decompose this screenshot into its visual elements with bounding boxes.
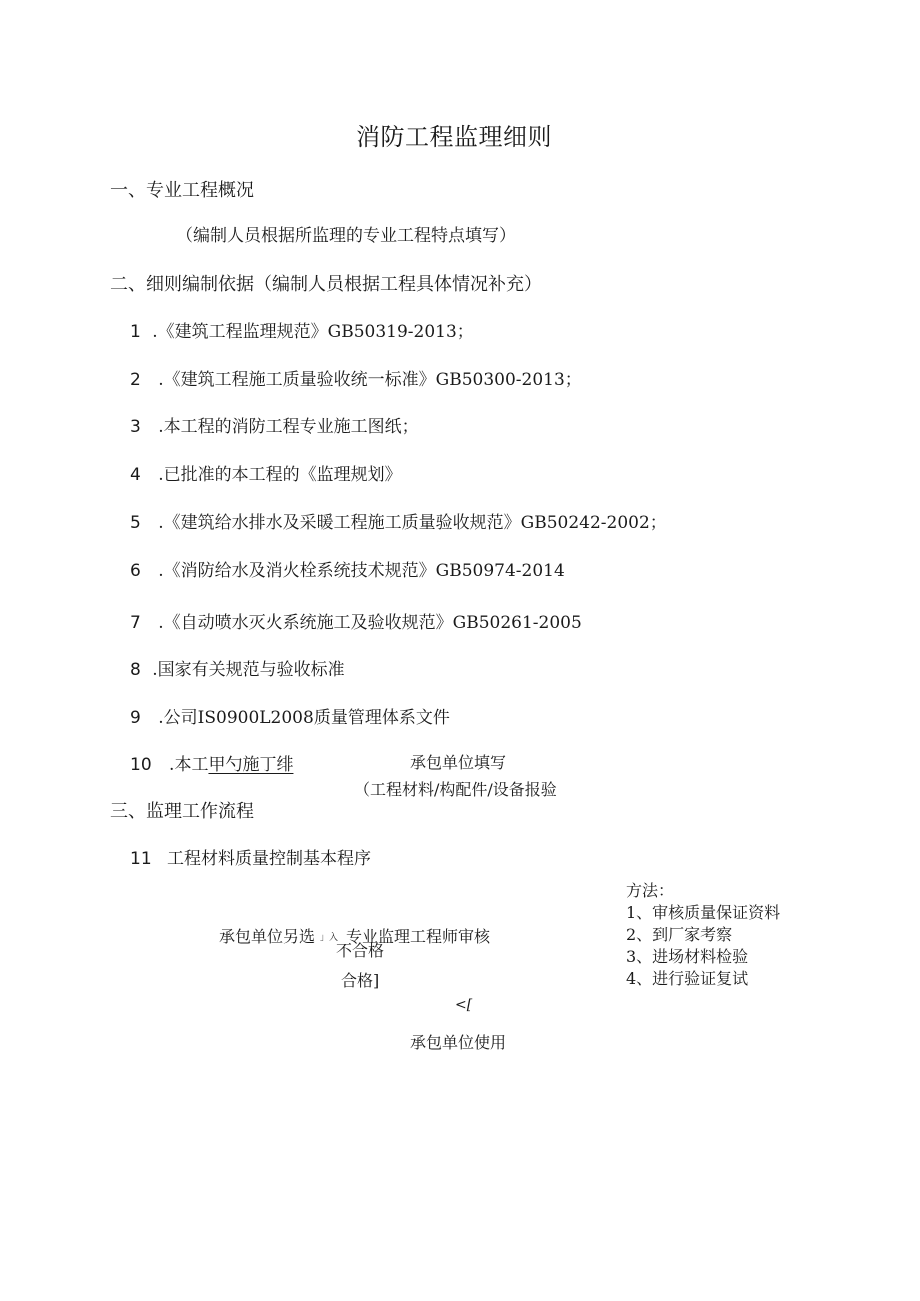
material-report-label: （工程材料/构配件/设备报验 (354, 780, 557, 799)
section1-heading: 一、专业工程概况 (110, 180, 254, 201)
list-item-text: .公司IS0900L2008质量管理体系文件 (158, 708, 450, 728)
list-item-number: 10 (130, 755, 152, 775)
engineer-review-label: 专业监理工程师审核 (346, 927, 491, 946)
list-item-number: 4 (130, 465, 141, 485)
methods-label: 方法： (626, 881, 675, 900)
list-item (130, 412, 419, 437)
subsection-item (130, 844, 371, 869)
arrow-label: 」入 (320, 933, 339, 943)
list-item (130, 750, 293, 775)
subsection-text: 工程材料质量控制基本程序 (167, 849, 372, 869)
flow-mark: <[ (455, 997, 473, 1013)
list-item (130, 460, 402, 485)
list-item-number: 8 (130, 660, 141, 680)
qualified-label: 合格] (341, 971, 380, 990)
page-title: 消防工程监理细则 (356, 123, 552, 151)
list-item-number: 6 (130, 561, 141, 581)
list-item-text: .《消防给水及消火栓系统技术规范》GB50974-2014 (158, 561, 565, 581)
list-item-number: 1 (130, 322, 141, 342)
method-item: 4、进行验证复试 (626, 969, 749, 988)
list-item-number: 5 (130, 513, 141, 533)
list-item (130, 508, 667, 533)
unqualified-label: 不合格 (336, 941, 385, 960)
contractor-fill-label: 承包单位填写 (410, 753, 507, 772)
list-item-text: .《建筑工程施工质量验收统一标准》GB50300-2013； (158, 370, 582, 390)
list-item-number: 3 (130, 417, 141, 437)
list-item-text: .已批准的本工程的《监理规划》 (158, 465, 402, 485)
contractor-alt-label: 承包单位另选 (219, 927, 316, 946)
list-item-text: .《自动喷水灭火系统施工及验收规范》GB50261-2005 (158, 613, 582, 633)
method-item: 1、审核质量保证资料 (626, 903, 781, 922)
list-item-text: .本工程的消防工程专业施工图纸； (158, 417, 419, 437)
list-item-number: 2 (130, 370, 141, 390)
subsection-number: 11 (130, 849, 152, 869)
list-item (130, 703, 450, 728)
list-item (130, 655, 345, 680)
method-item: 3、进场材料检验 (626, 947, 749, 966)
list-item-text: .《建筑给水排水及采暖工程施工质量验收规范》GB50242-2002； (158, 513, 667, 533)
list-item-underlined-text: 甲勺施丁绯 (208, 755, 294, 775)
section2-heading: 二、细则编制依据（编制人员根据工程具体情况补充） (110, 274, 542, 295)
list-item-number: 7 (130, 613, 141, 633)
list-item-number: 9 (130, 708, 141, 728)
method-item: 2、到厂家考察 (626, 925, 733, 944)
list-item (130, 317, 474, 342)
list-item-text: .本工 (169, 755, 209, 775)
list-item-text: .国家有关规范与验收标准 (152, 660, 345, 680)
contractor-use-label: 承包单位使用 (410, 1033, 507, 1052)
section1-note: （编制人员根据所监理的专业工程特点填写） (176, 226, 516, 246)
section3-heading: 三、监理工作流程 (110, 801, 254, 822)
list-item (130, 556, 565, 581)
list-item (130, 608, 582, 633)
list-item-text: .《建筑工程监理规范》GB50319-2013； (152, 322, 474, 342)
list-item (130, 365, 582, 390)
